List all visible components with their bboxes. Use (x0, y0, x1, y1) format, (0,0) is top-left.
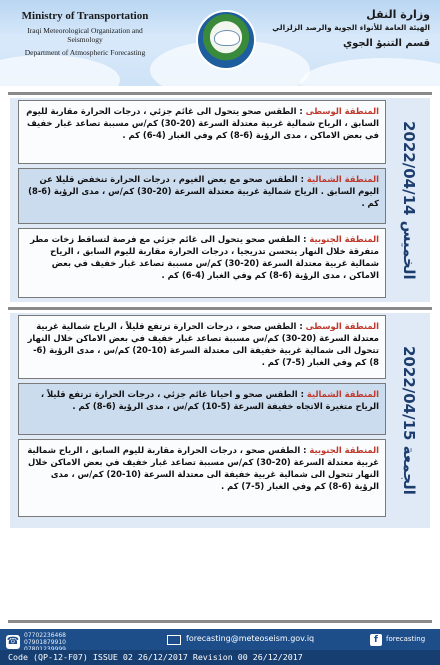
header-cloud (300, 58, 440, 86)
region-forecast: : الطقس صحو يتحول الى غائم جزئي ، درجات الحرارة مقاربة لليوم السابق ، الرياح شمالية غربية معتدلة السرعة (20-30) كم/س مسببة تصاعد غبار خفيف في بعض الاماكن ، مدى الرؤية (6-8) كم وفي الغبار (4-6) كم . (26, 106, 379, 140)
region-forecast: : الطقس صحو و احيانا غائم جزئي ، درجات الحرارة ترتفع قليلاً ، الرياح متغيرة الاتجاه خفيفة السرعة (5-10) كم/س ، مدى الرؤية (6-8) كم . (40, 389, 379, 411)
forecast-block-central (18, 315, 386, 379)
day-panel-1 (10, 98, 430, 302)
region-title: المنطقة الجنوبية (309, 445, 379, 455)
department-name-ar: قسم التنبؤ الجوي (342, 38, 430, 49)
divider (8, 307, 432, 310)
region-forecast: : الطقس صحو ، درجات الحرارة مقاربة لليوم السابق ، الرياح شمالية غربية معتدلة السرعة (20-30) كم/س مسببة تصاعد غبار خفيف في بعض الاماكن خلال النهار تتحول الى شمالية غربية خفيفة الى معتدلة السرعة (10-20) كم/س ، مدى الرؤية (6-8) كم وفي الغبار (5-7) كم . (27, 445, 379, 491)
organization-name-en: Iraqi Meteorological Organization and Seismology (27, 26, 143, 44)
forecast-block-south (18, 439, 386, 517)
region-title: المنطقة الوسطى (305, 321, 379, 331)
forecast-block-north (18, 168, 386, 224)
forecast-block-north (18, 383, 386, 435)
region-title: المنطقة الشمالية (306, 174, 379, 184)
document-code: Code (QP-12-F07) ISSUE 02 26/12/2017 Revision 00 26/12/2017 (0, 650, 440, 665)
header-arabic-block (260, 8, 430, 49)
day-panel-2 (10, 313, 430, 528)
header-cloud (0, 55, 120, 86)
region-title: المنطقة الجنوبية (309, 234, 379, 244)
region-title: المنطقة الوسطى (305, 106, 379, 116)
phone-number[interactable]: 07702236468 (24, 632, 66, 639)
phone-icon: ☎ (6, 636, 20, 647)
facebook-icon[interactable]: f (370, 634, 382, 646)
email-link[interactable]: forecasting@meteoseism.gov.iq (186, 634, 315, 643)
day-label: الخميس 2022/04/14 (400, 120, 418, 280)
forecast-block-central (18, 100, 386, 164)
divider (8, 92, 432, 95)
region-title: المنطقة الشمالية (306, 389, 379, 399)
day-label: الجمعة 2022/04/15 (400, 346, 418, 495)
email-icon (167, 635, 181, 645)
divider (8, 620, 432, 623)
organization-name-ar: الهيئة العامة للأنواء الجوية والرصد الزلزالي (272, 23, 430, 32)
forecast-block-south (18, 228, 386, 298)
region-forecast: : الطقس صحو يتحول الى غائم جزئي مع فرصة لتساقط زخات مطر متفرقة خلال النهار يتحسن تدريجيا ، درجات الحرارة مقاربة لليوم السابق ، الرياح شمالية غربية معتدلة السرعة (20-30) كم/س مسببة تصاعد غبار خفيف في بعض الاماكن ، مدى الرؤية (6-8) كم وفي الغبار (4-6) كم . (30, 234, 379, 280)
ministry-name-en: Ministry of Transportation (21, 10, 149, 22)
phone-number[interactable]: 07901879910 (24, 639, 66, 646)
ministry-name-ar: وزارة النقل (366, 8, 430, 21)
region-forecast: : الطقس صحو ، درجات الحرارة ترتفع قليلاً ، الرياح شمالية غربية معتدلة السرعة (20-30) كم/س مسببة تصاعد غبار خفيف في بعض الاماكن خلال النهار تتحول الى شمالية غربية خفيفة الى معتدلة السرعة (10-20) كم/س ، مدى الرؤية (6-8) كم وفي الغبار (5-7) كم . (27, 321, 379, 367)
page-header (0, 0, 440, 86)
facebook-link[interactable]: forecasting (386, 635, 426, 643)
header-english-block (10, 10, 160, 57)
logo-emblem (196, 10, 256, 70)
region-forecast: : الطقس صحو مع بعض الغيوم ، درجات الحرارة تنخفض قليلا عن اليوم السابق . الرياح شمالية غربية معتدلة السرعة (20-30) كم/س ، مدى الرؤية (6-8) كم . (28, 174, 379, 208)
department-name-en: Department of Atmospheric Forecasting (24, 48, 146, 57)
page-footer (0, 629, 440, 665)
